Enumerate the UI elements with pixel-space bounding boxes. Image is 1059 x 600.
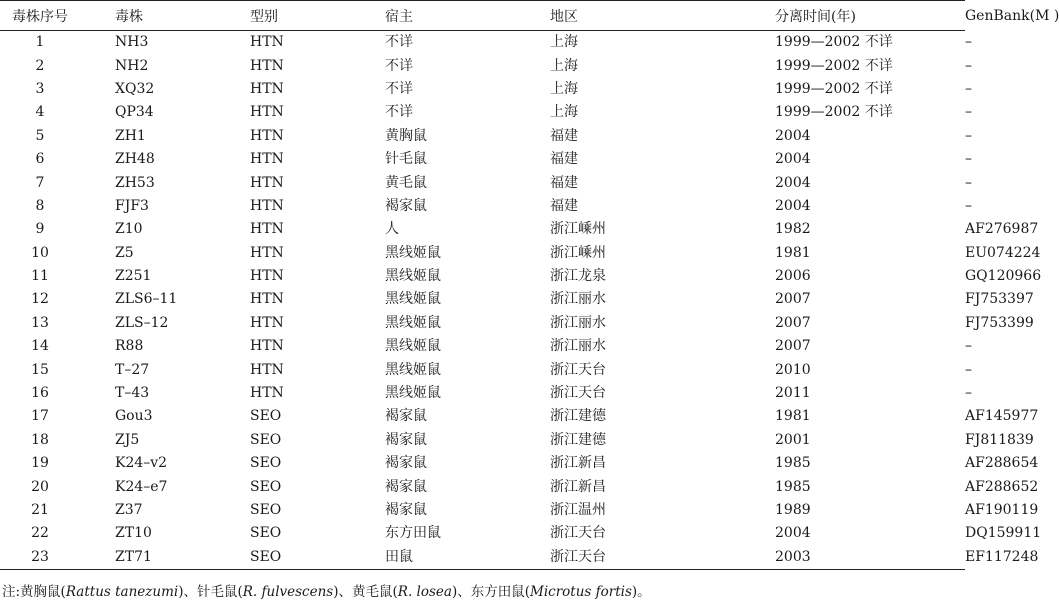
cell-host: 黄胸鼠 <box>385 127 427 144</box>
cell-host: 黑线姬鼠 <box>385 361 441 378</box>
cell-isolation-time: 1999—2002 不详 <box>775 80 893 97</box>
cell-strain: Z10 <box>115 221 143 238</box>
cell-type: HTN <box>250 151 284 168</box>
table-row: 10 Z5 HTN 黑线姬鼠 浙江嵊州 1981 EU074224 <box>0 242 965 265</box>
footnote-text: )、东方田鼠( <box>451 583 530 600</box>
cell-strain-no: 18 <box>31 431 49 448</box>
header-row: 毒株序号 毒株 型别 宿主 地区 分离时间(年) GenBank(M ) <box>0 1 965 31</box>
cell-type: HTN <box>250 104 284 121</box>
cell-region: 福建 <box>550 174 578 191</box>
cell-region: 浙江天台 <box>550 361 606 378</box>
cell-strain-no: 4 <box>35 104 45 121</box>
cell-strain-no: 1 <box>35 34 45 51</box>
cell-strain-no: 6 <box>35 151 45 168</box>
cell-host: 不详 <box>385 57 413 74</box>
cell-isolation-time: 2004 <box>775 127 811 144</box>
cell-host: 褐家鼠 <box>385 408 427 425</box>
cell-isolation-time: 2004 <box>775 197 811 214</box>
cell-strain: Z37 <box>115 502 143 518</box>
table-row: 21 Z37 SEO 褐家鼠 浙江温州 1989 AF190119 <box>0 499 965 522</box>
cell-region: 上海 <box>550 104 578 121</box>
table-row: 19 K24–v2 SEO 褐家鼠 浙江新昌 1985 AF288654 <box>0 452 965 475</box>
cell-host: 黑线姬鼠 <box>385 268 441 285</box>
cell-strain-no: 5 <box>35 127 45 144</box>
cell-host: 黄毛鼠 <box>385 174 427 191</box>
cell-strain-no: 7 <box>35 174 45 191</box>
cell-host: 不详 <box>385 104 413 121</box>
cell-type: HTN <box>250 34 284 51</box>
cell-strain-no: 10 <box>31 244 49 261</box>
cell-strain: ZH53 <box>115 174 155 191</box>
cell-isolation-time: 2004 <box>775 151 811 168</box>
table-row: 16 T–43 HTN 黑线姬鼠 浙江天台 2011 – <box>0 382 965 405</box>
footnote-species: R. losea <box>397 583 452 600</box>
cell-isolation-time: 2007 <box>775 338 811 355</box>
cell-isolation-time: 2004 <box>775 525 811 542</box>
cell-host: 黑线姬鼠 <box>385 385 441 402</box>
cell-type: HTN <box>250 174 284 191</box>
cell-strain-no: 11 <box>31 268 49 285</box>
table-row: 11 Z251 HTN 黑线姬鼠 浙江龙泉 2006 GQ120966 <box>0 265 965 288</box>
cell-host: 黑线姬鼠 <box>385 314 441 331</box>
cell-region: 浙江龙泉 <box>550 268 606 285</box>
cell-strain-no: 8 <box>35 197 45 214</box>
footnote-species: R. fulvescens <box>242 583 334 600</box>
cell-strain-no: 21 <box>31 502 49 518</box>
cell-region: 浙江嵊州 <box>550 221 606 238</box>
cell-type: HTN <box>250 57 284 74</box>
cell-region: 浙江建德 <box>550 408 606 425</box>
cell-strain: ZT10 <box>115 525 152 542</box>
cell-isolation-time: 1985 <box>775 455 811 472</box>
cell-strain: T–27 <box>115 361 150 378</box>
cell-host: 田鼠 <box>340 546 520 570</box>
table-row: 15 T–27 HTN 黑线姬鼠 浙江天台 2010 – <box>0 358 965 381</box>
cell-region: 上海 <box>550 34 578 51</box>
table-row: 2 NH2 HTN 不详 上海 1999—2002 不详 – <box>0 54 965 77</box>
cell-isolation-time: 1982 <box>775 221 811 238</box>
cell-isolation-time: 1989 <box>775 502 811 518</box>
cell-region: 福建 <box>550 127 578 144</box>
cell-region: 浙江建德 <box>550 431 606 448</box>
cell-strain-no: 9 <box>35 221 45 238</box>
cell-strain: Z5 <box>115 244 134 261</box>
cell-host: 不详 <box>385 80 413 97</box>
cell-type: SEO <box>210 546 340 570</box>
header-strain-no: 毒株序号 <box>0 1 80 31</box>
cell-isolation-time: 1981 <box>775 244 811 261</box>
table-row: 3 XQ32 HTN 不详 上海 1999—2002 不详 – <box>0 78 965 101</box>
table-row: 4 QP34 HTN 不详 上海 1999—2002 不详 – <box>0 101 965 124</box>
cell-region: 浙江丽水 <box>550 291 606 308</box>
cell-strain-no: 14 <box>31 338 49 355</box>
cell-strain: R88 <box>115 338 144 355</box>
cell-host: 褐家鼠 <box>385 455 427 472</box>
header-isolation-time: 分离时间(年) <box>670 1 965 31</box>
cell-host: 褐家鼠 <box>385 197 427 214</box>
cell-type: SEO <box>250 478 282 495</box>
table-row: 12 ZLS6–11 HTN 黑线姬鼠 浙江丽水 2007 FJ753397 <box>0 288 965 311</box>
cell-isolation-time: 2001 <box>775 431 811 448</box>
cell-strain-no: 13 <box>31 314 49 331</box>
cell-region: 浙江温州 <box>550 502 606 518</box>
table-row: 5 ZH1 HTN 黄胸鼠 福建 2004 – <box>0 125 965 148</box>
footnote-text: )、针毛鼠( <box>178 583 243 600</box>
cell-type: SEO <box>250 525 282 542</box>
cell-strain: K24–e7 <box>115 478 168 495</box>
cell-type: HTN <box>250 268 284 285</box>
cell-host: 褐家鼠 <box>385 502 427 518</box>
cell-isolation-time: 2006 <box>775 268 811 285</box>
cell-type: HTN <box>250 80 284 97</box>
cell-type: HTN <box>250 338 284 355</box>
footnote-text: 注:黄胸鼠( <box>2 583 66 600</box>
cell-strain-no: 12 <box>31 291 49 308</box>
cell-host: 不详 <box>385 34 413 51</box>
cell-isolation-time: 2004 <box>775 174 811 191</box>
cell-isolation-time: 2011 <box>775 385 811 402</box>
cell-isolation-time: 2007 <box>775 291 811 308</box>
cell-region: 上海 <box>550 80 578 97</box>
header-type: 型别 <box>210 1 340 31</box>
cell-strain: NH2 <box>115 57 149 74</box>
cell-isolation-time: 1985 <box>775 478 811 495</box>
cell-strain-no: 19 <box>31 455 49 472</box>
table-row: 13 ZLS–12 HTN 黑线姬鼠 浙江丽水 2007 FJ753399 <box>0 312 965 335</box>
cell-type: HTN <box>250 361 284 378</box>
cell-host: 褐家鼠 <box>385 478 427 495</box>
cell-region: 浙江天台 <box>550 385 606 402</box>
cell-type: HTN <box>250 197 284 214</box>
cell-strain: Z251 <box>115 268 152 285</box>
table-body <box>0 31 1042 570</box>
table-row: 23 ZT71 SEO 田鼠 浙江天台 2003 EF117248 <box>0 546 965 570</box>
cell-isolation-time: 1999—2002 不详 <box>775 34 893 51</box>
cell-region: 浙江丽水 <box>550 314 606 331</box>
cell-type: HTN <box>250 291 284 308</box>
cell-type: SEO <box>250 431 282 448</box>
cell-region: 福建 <box>550 151 578 168</box>
cell-strain-no: 15 <box>31 361 49 378</box>
cell-type: HTN <box>250 221 284 238</box>
cell-strain: FJF3 <box>115 197 149 214</box>
cell-type: HTN <box>250 314 284 331</box>
cell-type: SEO <box>250 455 282 472</box>
footnote-text: )、黄毛鼠( <box>333 583 398 600</box>
cell-isolation-time: 2010 <box>775 361 811 378</box>
cell-strain: T–43 <box>115 385 150 402</box>
cell-region: 上海 <box>550 57 578 74</box>
cell-strain: ZLS6–11 <box>115 291 178 308</box>
cell-host: 黑线姬鼠 <box>385 291 441 308</box>
header-host: 宿主 <box>340 1 520 31</box>
cell-region: 福建 <box>550 197 578 214</box>
cell-strain: ZT71 <box>80 546 210 570</box>
table-row: 1 NH3 HTN 不详 上海 1999—2002 不详 – <box>0 31 965 55</box>
cell-strain: ZH1 <box>115 127 146 144</box>
table-row: 7 ZH53 HTN 黄毛鼠 福建 2004 – <box>0 171 965 194</box>
cell-region: 浙江嵊州 <box>550 244 606 261</box>
cell-strain: NH3 <box>115 34 149 51</box>
cell-strain-no: 3 <box>35 80 45 97</box>
table-row: 6 ZH48 HTN 针毛鼠 福建 2004 – <box>0 148 965 171</box>
cell-strain-no: 22 <box>31 525 49 542</box>
table-row: 22 ZT10 SEO 东方田鼠 浙江天台 2004 DQ159911 <box>0 522 965 545</box>
cell-type: SEO <box>250 502 282 518</box>
cell-strain-no: 16 <box>31 385 49 402</box>
footnote-species: Rattus tanezumi <box>65 583 179 600</box>
table-row: 14 R88 HTN 黑线姬鼠 浙江丽水 2007 – <box>0 335 965 358</box>
cell-isolation-time: 1999—2002 不详 <box>775 104 893 121</box>
header-strain: 毒株 <box>80 1 210 31</box>
cell-isolation-time: 1999—2002 不详 <box>775 57 893 74</box>
header-region: 地区 <box>520 1 670 31</box>
table-row: 18 ZJ5 SEO 褐家鼠 浙江建德 2001 FJ811839 <box>0 429 965 452</box>
cell-type: HTN <box>250 127 284 144</box>
cell-isolation-time: 1981 <box>775 408 811 425</box>
table-row: 9 Z10 HTN 人 浙江嵊州 1982 AF276987 <box>0 218 965 241</box>
cell-strain: QP34 <box>115 104 154 121</box>
cell-strain: Gou3 <box>115 408 153 425</box>
cell-type: HTN <box>250 244 284 261</box>
footnote-text: )。 <box>631 583 651 600</box>
cell-host: 褐家鼠 <box>385 431 427 448</box>
cell-strain: ZJ5 <box>115 431 140 448</box>
cell-strain-no: 20 <box>31 478 49 495</box>
cell-region: 浙江新昌 <box>550 478 606 495</box>
cell-strain: XQ32 <box>115 80 155 97</box>
table-row: 8 FJF3 HTN 褐家鼠 福建 2004 – <box>0 195 965 218</box>
cell-strain-no: 23 <box>0 546 80 570</box>
cell-strain: K24–v2 <box>115 455 168 472</box>
table-footnote <box>0 580 926 600</box>
table-row: 20 K24–e7 SEO 褐家鼠 浙江新昌 1985 AF288652 <box>0 475 965 498</box>
cell-region: 浙江丽水 <box>550 338 606 355</box>
cell-region: 浙江新昌 <box>550 455 606 472</box>
table-header <box>0 1 1059 31</box>
footnote-species: Microtus fortis <box>530 583 632 600</box>
cell-strain: ZH48 <box>115 151 155 168</box>
cell-strain: ZLS–12 <box>115 314 169 331</box>
cell-host: 黑线姬鼠 <box>385 338 441 355</box>
cell-isolation-time: 2003 <box>670 546 965 570</box>
cell-region: 浙江天台 <box>520 546 670 570</box>
cell-host: 针毛鼠 <box>385 151 427 168</box>
cell-strain-no: 17 <box>31 408 49 425</box>
cell-host: 东方田鼠 <box>385 525 441 542</box>
cell-host: 人 <box>385 221 399 238</box>
cell-host: 黑线姬鼠 <box>385 244 441 261</box>
table-row: 17 Gou3 SEO 褐家鼠 浙江建德 1981 AF145977 <box>0 405 965 428</box>
cell-type: SEO <box>250 408 282 425</box>
cell-type: HTN <box>250 385 284 402</box>
cell-isolation-time: 2007 <box>775 314 811 331</box>
cell-strain-no: 2 <box>35 57 45 74</box>
cell-region: 浙江天台 <box>550 525 606 542</box>
